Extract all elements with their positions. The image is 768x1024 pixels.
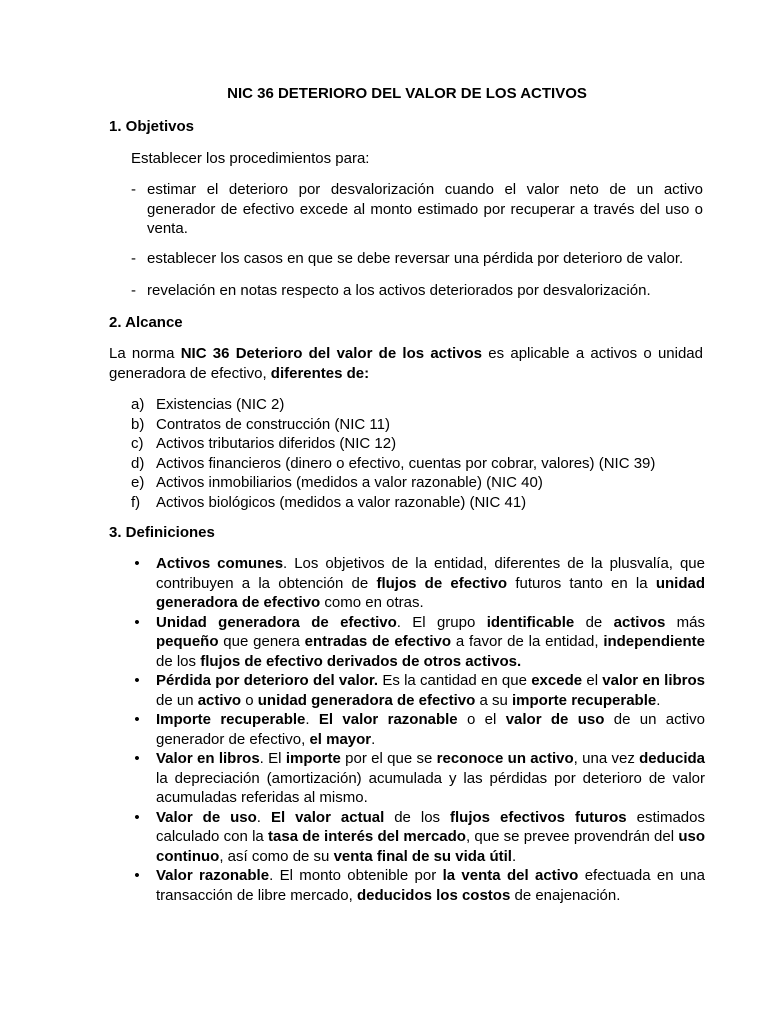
definition-text: .	[256, 808, 271, 826]
definition-text: o el	[457, 711, 506, 728]
definition-text: efectuada en una transacción de libre mercado,	[156, 867, 705, 904]
definition-term: El valor actual	[270, 808, 385, 826]
objetivo-item	[131, 249, 703, 269]
definition-text: de enajenación.	[510, 886, 621, 904]
objetivo-text: revelación en notas respecto a los activos deteriorados por desvalorización.	[147, 282, 651, 299]
definition-term: deducidos los costos	[356, 886, 511, 904]
definition-item	[131, 613, 705, 672]
definition-text: . El monto obtenible por	[269, 867, 443, 884]
definition-text: . El grupo	[396, 613, 487, 631]
bullet-marker: •	[134, 613, 140, 631]
definition-text: , una vez	[573, 750, 640, 767]
exclusions-list	[131, 395, 711, 512]
bullet-marker: •	[134, 867, 140, 884]
definition-term: independiente	[603, 633, 705, 650]
bullet-marker: •	[134, 808, 140, 826]
definition-text: de un activo generador de efectivo,	[156, 711, 705, 748]
section-heading-alcance: 2. Alcance	[109, 314, 183, 331]
document-title: NIC 36 DETERIORO DEL VALOR DE LOS ACTIVOS	[227, 85, 587, 102]
dash-marker: -	[131, 282, 136, 299]
definition-text: futuros tanto en la	[507, 574, 656, 592]
definition-term: unidad generadora de efectivo	[156, 574, 705, 611]
definition-text: que genera	[218, 633, 305, 650]
definition-text: como en otras.	[320, 594, 424, 611]
definition-item	[131, 866, 705, 905]
definition-text: a su	[475, 691, 513, 709]
list-item	[131, 415, 711, 435]
objetivo-item	[131, 180, 703, 239]
definition-text: o	[241, 691, 258, 709]
definition-text: , que se prevee provendrán del	[465, 828, 679, 845]
definition-term: valor en libros	[602, 672, 705, 689]
dash-marker: -	[131, 181, 136, 198]
definition-term: activos	[613, 613, 666, 631]
definition-term: importe	[285, 750, 341, 767]
definition-text: de un	[156, 691, 198, 709]
definition-item	[131, 808, 705, 867]
list-item	[131, 493, 711, 513]
definition-term: identificable	[486, 613, 575, 631]
bullet-marker: •	[134, 750, 140, 767]
definition-term: Valor en libros	[156, 750, 260, 767]
objetivos-intro: Establecer los procedimientos para:	[131, 150, 370, 167]
definition-term: flujos de efectivo derivados de otros activos.	[200, 652, 522, 670]
definition-term: excede	[531, 672, 583, 689]
dash-marker: -	[131, 250, 136, 267]
definition-term: venta final de su vida útil	[333, 847, 512, 865]
definition-term: Unidad generadora de efectivo	[156, 613, 397, 631]
definition-item	[131, 671, 705, 710]
definition-text: .	[656, 691, 661, 709]
definition-text: , así como de su	[219, 847, 334, 865]
definition-text: . El	[259, 750, 286, 767]
definition-text: estimados calculado con la	[156, 808, 705, 845]
list-item	[131, 395, 711, 415]
list-text: Activos biológicos (medidos a valor razonable) (NIC 41)	[156, 493, 527, 511]
list-label: b)	[131, 415, 145, 433]
section-heading-definiciones: 3. Definiciones	[109, 524, 215, 541]
definition-text: la depreciación (amortización) acumulada y las pérdidas por deterioro de valor acumuladas referidas al mismo.	[156, 769, 705, 806]
definition-text: . Los objetivos de la entidad, diferentes de la plusvalía, que contribuyen a la obtención de	[156, 555, 705, 592]
bullet-marker: •	[134, 555, 140, 572]
objetivo-item	[131, 281, 703, 301]
definition-term: reconoce un activo	[436, 750, 574, 767]
list-label: e)	[131, 474, 145, 491]
definition-term: activo	[197, 691, 242, 709]
list-text: Activos financieros (dinero o efectivo, cuentas por cobrar, valores) (NIC 39)	[156, 454, 656, 472]
definitions-list	[131, 554, 705, 905]
definition-term: importe recuperable	[512, 691, 657, 709]
definition-term: la venta del activo	[442, 867, 579, 884]
definition-term: flujos de efectivo	[376, 574, 508, 592]
definition-text: de los	[156, 652, 201, 670]
definition-text: de	[574, 613, 614, 631]
definition-term: El valor razonable	[318, 711, 458, 728]
definition-term: unidad generadora de efectivo	[257, 691, 476, 709]
definition-term: deducida	[639, 750, 705, 767]
list-label: a)	[131, 396, 145, 413]
definition-term: Activos comunes	[156, 555, 284, 572]
definition-term: Importe recuperable	[156, 711, 306, 728]
alcance-text: es aplicable a activos o unidad generadora de efectivo,	[109, 345, 703, 382]
section-heading-objetivos: 1. Objetivos	[109, 118, 195, 135]
definition-term: valor de uso	[505, 711, 605, 728]
definition-term: Pérdida por deterioro del valor.	[156, 672, 379, 689]
norma-name: NIC 36 Deterioro del valor de los activos	[180, 345, 483, 362]
list-item	[131, 454, 711, 474]
definition-item	[131, 554, 705, 613]
alcance-text: La norma	[109, 345, 181, 362]
objetivo-text: establecer los casos en que se debe reversar una pérdida por deterioro de valor.	[147, 250, 684, 267]
definition-term: tasa de interés del mercado	[268, 828, 466, 845]
definition-term: Valor razonable	[156, 867, 270, 884]
definition-term: pequeño	[156, 633, 219, 650]
definition-term: entradas de efectivo	[304, 633, 452, 650]
definition-text: de los	[384, 808, 451, 826]
definition-text: más	[665, 613, 705, 631]
definition-text: por el que se	[340, 750, 437, 767]
list-label: f)	[131, 493, 141, 511]
list-label: d)	[131, 454, 145, 472]
definition-text: el	[582, 672, 603, 689]
list-item	[131, 473, 711, 493]
definition-text: a favor de la entidad,	[451, 633, 604, 650]
definition-item	[131, 710, 705, 749]
list-label: c)	[131, 435, 144, 452]
bullet-marker: •	[134, 711, 140, 728]
definition-term: el mayor	[309, 730, 372, 748]
list-text: Activos tributarios diferidos (NIC 12)	[156, 435, 397, 452]
definition-text: .	[371, 730, 376, 748]
definition-term: uso continuo	[156, 828, 705, 865]
list-text: Activos inmobiliarios (medidos a valor razonable) (NIC 40)	[156, 474, 543, 491]
bullet-marker: •	[134, 672, 140, 689]
list-text: Existencias (NIC 2)	[156, 396, 285, 413]
definition-item	[131, 749, 705, 808]
definition-term: Valor de uso	[156, 808, 257, 826]
alcance-paragraph	[109, 344, 703, 383]
definition-text: .	[305, 711, 319, 728]
definition-text: .	[511, 847, 517, 865]
definition-text: Es la cantidad en que	[378, 672, 532, 689]
list-text: Contratos de construcción (NIC 11)	[156, 415, 390, 433]
definition-term: flujos efectivos futuros	[450, 808, 627, 826]
objetivo-text: estimar el deterioro por desvalorización cuando el valor neto de un activo generador de efectivo excede al monto estimado por recuperar a través del uso o venta.	[147, 181, 703, 237]
list-item	[131, 434, 711, 454]
alcance-emphasis: diferentes de:	[270, 364, 370, 382]
